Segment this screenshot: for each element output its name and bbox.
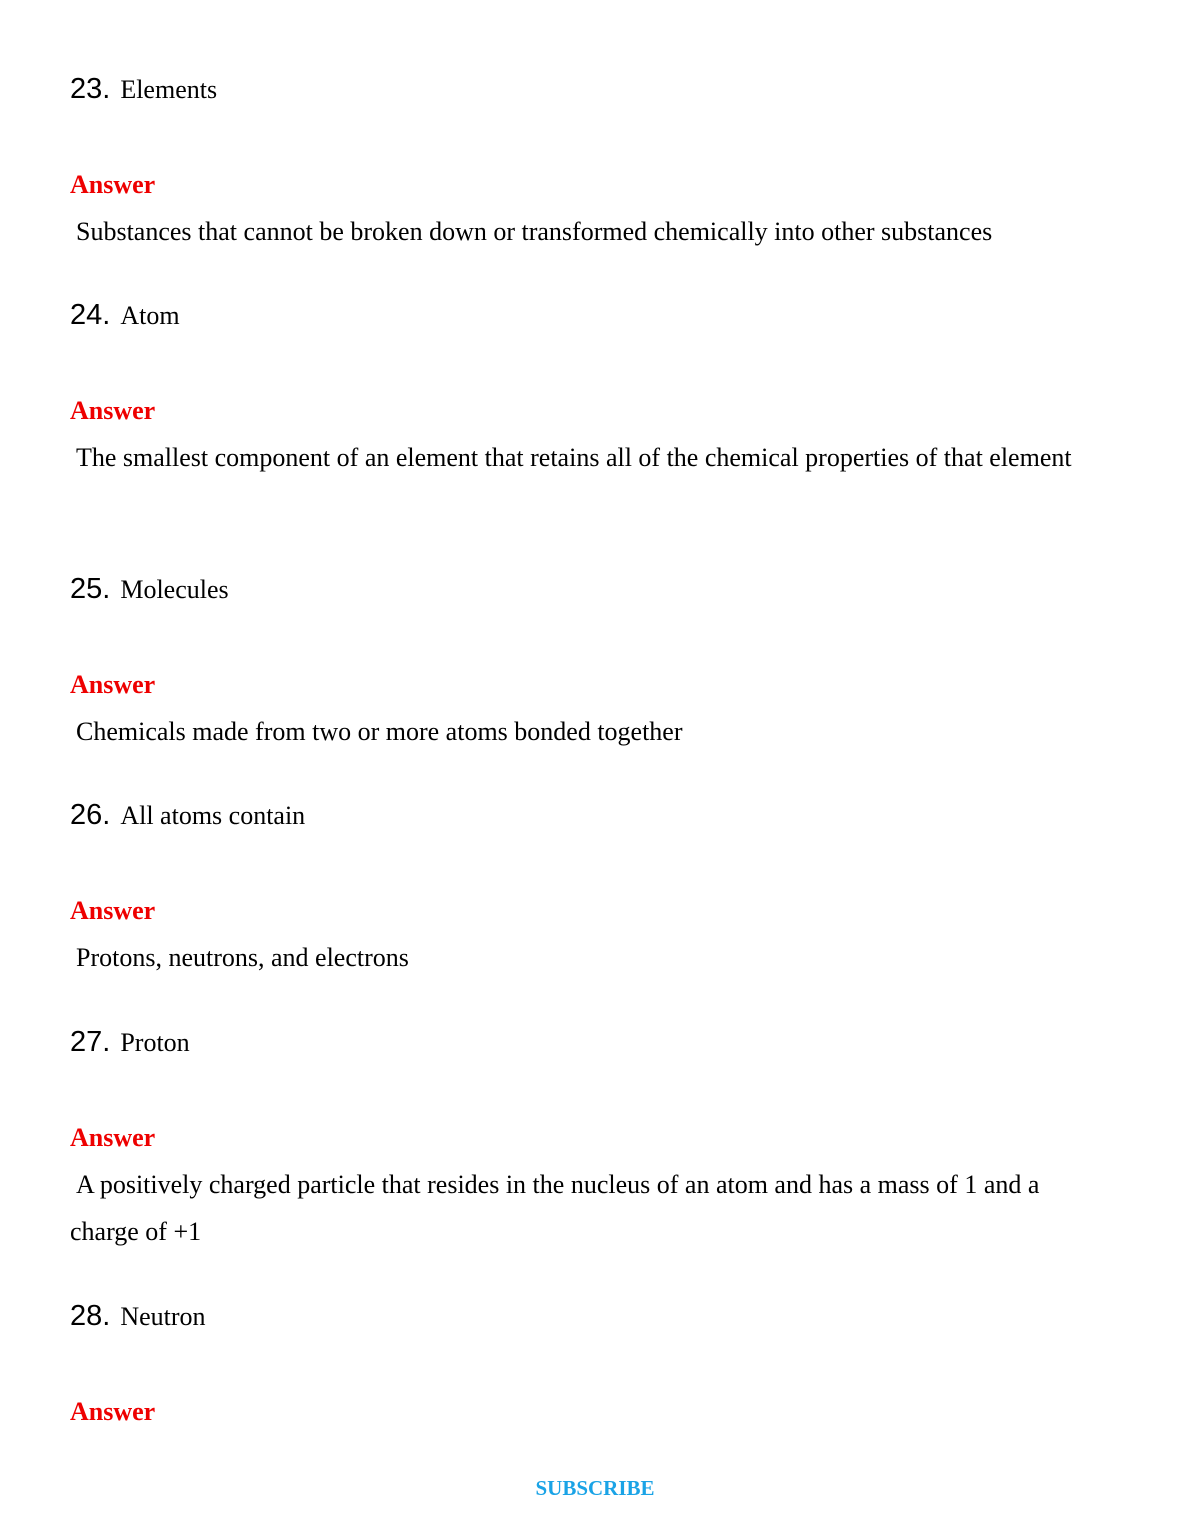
question-28	[70, 1302, 206, 1331]
question-number: 26.	[70, 799, 111, 831]
question-number: 28.	[70, 1300, 111, 1332]
answer-label: Answer	[70, 670, 156, 699]
answer-label: Answer	[70, 1123, 156, 1152]
question-term: Neutron	[120, 1302, 206, 1331]
answer-text: The smallest component of an element that retains all of the chemical properties of that element	[76, 443, 1072, 472]
question-term: Molecules	[120, 575, 229, 604]
question-number: 27.	[70, 1026, 111, 1058]
answer-label: Answer	[70, 1397, 156, 1426]
question-term: Elements	[120, 75, 218, 104]
question-25	[70, 575, 229, 604]
question-26	[70, 801, 305, 830]
answer-text: A positively charged particle that resides in the nucleus of an atom and has a mass of 1 and a charge of +1	[70, 1170, 1040, 1246]
question-27	[70, 1028, 190, 1057]
question-term: Atom	[120, 301, 180, 330]
answer-label: Answer	[70, 896, 156, 925]
question-number: 24.	[70, 299, 111, 331]
question-term: Proton	[120, 1028, 190, 1057]
answer-label: Answer	[70, 170, 156, 199]
question-24	[70, 301, 180, 330]
question-number: 25.	[70, 573, 111, 605]
question-number: 23.	[70, 73, 111, 105]
answer-text: Substances that cannot be broken down or transformed chemically into other substances	[76, 217, 993, 246]
subscribe-link[interactable]: SUBSCRIBE	[535, 1476, 655, 1500]
question-23	[70, 75, 217, 104]
question-term: All atoms contain	[120, 801, 306, 830]
answer-text: Protons, neutrons, and electrons	[76, 943, 409, 972]
answer-text: Chemicals made from two or more atoms bonded together	[76, 717, 683, 746]
answer-label: Answer	[70, 396, 156, 425]
